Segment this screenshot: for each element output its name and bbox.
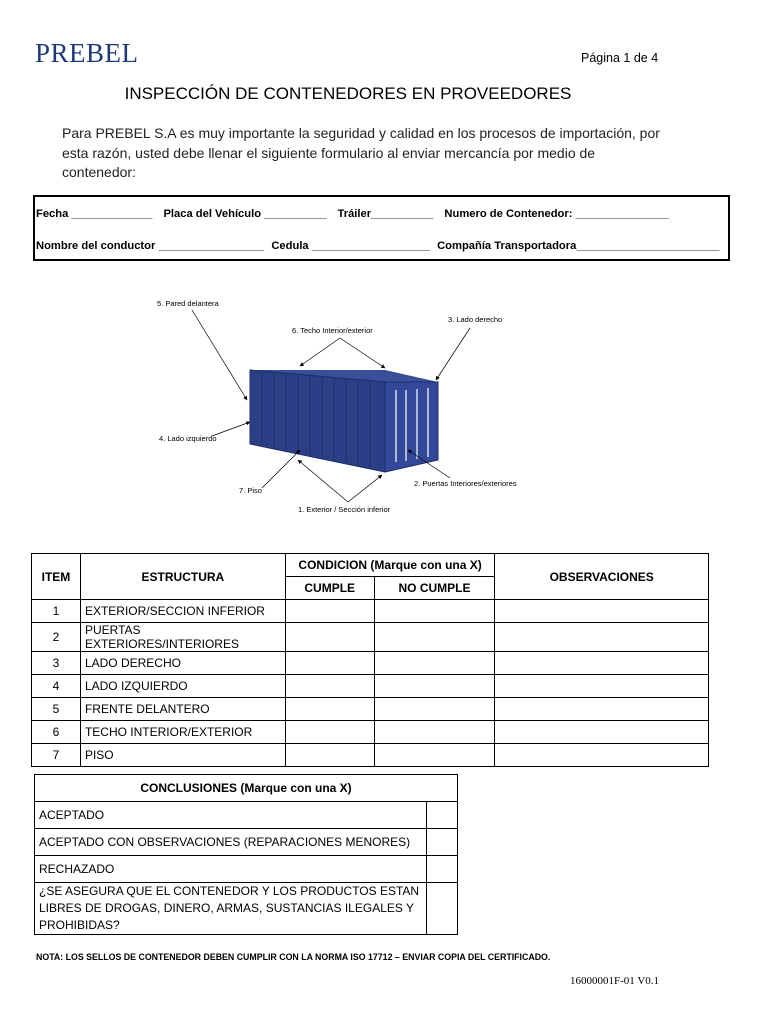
- item-number: 2: [32, 623, 81, 652]
- document-code: 16000001F-01 V0.1: [570, 975, 660, 987]
- observaciones-cell[interactable]: [495, 698, 709, 721]
- label-puertas: 2. Puertas Interiores/exteriores: [414, 479, 517, 488]
- table-row: [32, 675, 709, 698]
- cumple-cell[interactable]: [285, 744, 374, 767]
- observaciones-cell[interactable]: [495, 600, 709, 623]
- conclusion-checkbox[interactable]: [427, 856, 458, 883]
- conclusion-option: ACEPTADO CON OBSERVACIONES (REPARACIONES MENORES): [35, 829, 427, 856]
- observaciones-cell[interactable]: [495, 652, 709, 675]
- conductor-field[interactable]: Nombre del conductor _________________: [36, 240, 265, 252]
- observaciones-cell[interactable]: [495, 721, 709, 744]
- conclusion-row: [35, 802, 458, 829]
- item-structure: PUERTAS EXTERIORES/INTERIORES: [80, 623, 285, 652]
- trailer-field[interactable]: Tráiler__________: [337, 208, 434, 220]
- label-techo: 6. Techo Interior/exterior: [292, 326, 373, 335]
- cedula-field[interactable]: Cedula ___________________: [271, 240, 430, 252]
- label-lado-derecho: 3. Lado derecho: [448, 315, 503, 324]
- no-cumple-cell[interactable]: [374, 623, 495, 652]
- container-door-end: [385, 382, 438, 472]
- conclusion-checkbox[interactable]: [427, 802, 458, 829]
- conclusion-row: [35, 829, 458, 856]
- header-no-cumple: NO CUMPLE: [374, 577, 495, 600]
- label-lado-izquierdo: 4. Lado izquierdo: [159, 434, 217, 443]
- header-cumple: CUMPLE: [285, 577, 374, 600]
- table-row: [32, 744, 709, 767]
- numero-contenedor-field[interactable]: Numero de Contenedor: _______________: [444, 208, 669, 220]
- cumple-cell[interactable]: [285, 600, 374, 623]
- observaciones-cell[interactable]: [495, 623, 709, 652]
- header-condicion: CONDICION (Marque con una X): [285, 554, 495, 577]
- no-cumple-cell[interactable]: [374, 600, 495, 623]
- label-pared-delantera: 5. Pared delantera: [157, 299, 219, 308]
- cumple-cell[interactable]: [285, 698, 374, 721]
- item-number: 3: [32, 652, 81, 675]
- item-structure: LADO IZQUIERDO: [80, 675, 285, 698]
- cumple-cell[interactable]: [285, 675, 374, 698]
- item-number: 5: [32, 698, 81, 721]
- container-front-side: [250, 370, 385, 472]
- company-logo: PREBEL: [35, 38, 139, 68]
- conclusion-row: [35, 883, 458, 935]
- header-item: ITEM: [32, 554, 81, 600]
- page-number: Página 1 de 4: [581, 51, 659, 65]
- item-structure: FRENTE DELANTERO: [80, 698, 285, 721]
- table-row: [32, 600, 709, 623]
- conclusion-row: [35, 856, 458, 883]
- intro-paragraph: Para PREBEL S.A es muy importante la seguridad y calidad en los procesos de importación, por esta razón, usted debe llenar el siguiente formulario al enviar mercancía por medio de contenedor:: [62, 125, 660, 180]
- item-structure: EXTERIOR/SECCION INFERIOR: [80, 600, 285, 623]
- no-cumple-cell[interactable]: [374, 744, 495, 767]
- item-structure: PISO: [80, 744, 285, 767]
- cumple-cell[interactable]: [285, 721, 374, 744]
- no-cumple-cell[interactable]: [374, 721, 495, 744]
- conclusions-header: CONCLUSIONES (Marque con una X): [35, 775, 458, 802]
- page-title: INSPECCIÓN DE CONTENEDORES EN PROVEEDORES: [124, 84, 572, 103]
- header-estructura: ESTRUCTURA: [80, 554, 285, 600]
- item-number: 7: [32, 744, 81, 767]
- no-cumple-cell[interactable]: [374, 698, 495, 721]
- table-row: [32, 652, 709, 675]
- header-observaciones: OBSERVACIONES: [495, 554, 709, 600]
- cumple-cell[interactable]: [285, 652, 374, 675]
- item-structure: TECHO INTERIOR/EXTERIOR: [80, 721, 285, 744]
- observaciones-cell[interactable]: [495, 675, 709, 698]
- iso-note: NOTA: LOS SELLOS DE CONTENEDOR DEBEN CUMPLIR CON LA NORMA ISO 17712 – ENVIAR COPIA DEL CERTIFICADO.: [36, 952, 551, 962]
- item-number: 6: [32, 721, 81, 744]
- fecha-field[interactable]: Fecha _____________: [36, 208, 153, 220]
- conclusion-option: ACEPTADO: [35, 802, 427, 829]
- conclusion-checkbox[interactable]: [427, 883, 458, 935]
- item-structure: LADO DERECHO: [80, 652, 285, 675]
- cumple-cell[interactable]: [285, 623, 374, 652]
- no-cumple-cell[interactable]: [374, 675, 495, 698]
- info-line-2: [36, 240, 727, 252]
- table-row: [32, 623, 709, 652]
- label-piso: 7. Piso: [239, 486, 262, 495]
- observaciones-cell[interactable]: [495, 744, 709, 767]
- no-cumple-cell[interactable]: [374, 652, 495, 675]
- info-box: [33, 195, 730, 261]
- table-row: [32, 698, 709, 721]
- conclusion-option: ¿SE ASEGURA QUE EL CONTENEDOR Y LOS PRODUCTOS ESTAN LIBRES DE DROGAS, DINERO, ARMAS, SUSTANCIAS ILEGALES Y PROHIBIDAS?: [35, 883, 427, 935]
- inspection-table: [31, 553, 709, 767]
- label-exterior: 1. Exterior / Sección inferior: [298, 505, 391, 514]
- conclusion-checkbox[interactable]: [427, 829, 458, 856]
- info-line-1: [36, 208, 677, 220]
- item-number: 4: [32, 675, 81, 698]
- compania-field[interactable]: Compañía Transportadora_______________________: [437, 240, 720, 252]
- item-number: 1: [32, 600, 81, 623]
- conclusions-table: [34, 774, 458, 935]
- table-row: [32, 721, 709, 744]
- placa-field[interactable]: Placa del Vehículo __________: [163, 208, 327, 220]
- container-diagram: [150, 290, 550, 520]
- conclusion-option: RECHAZADO: [35, 856, 427, 883]
